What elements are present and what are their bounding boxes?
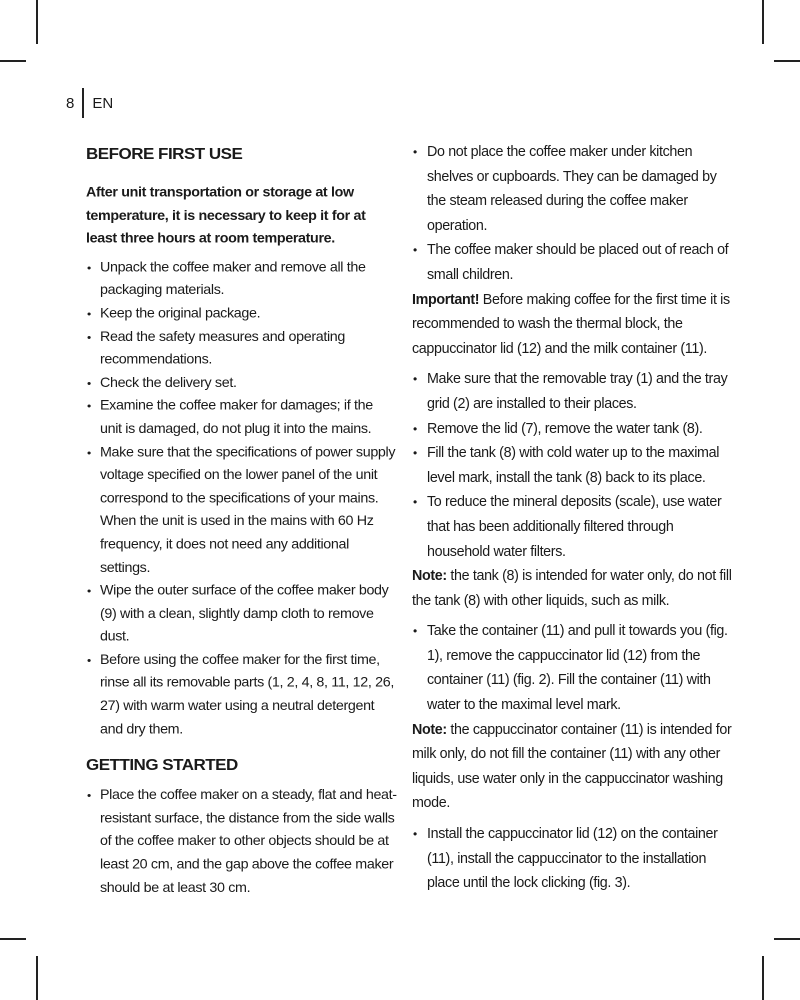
note-label: Note: xyxy=(412,721,447,738)
important-note xyxy=(412,288,738,362)
left-column xyxy=(86,140,398,900)
crop-mark-top-left-h xyxy=(0,60,26,62)
page-number: 8 xyxy=(66,94,75,112)
important-text: Before making coffee for the first time it is recommended to wash the thermal block, the cappuccinator lid (12) and the milk container (11). xyxy=(412,291,730,357)
page-header xyxy=(66,88,113,118)
right-column xyxy=(412,140,738,896)
list-item: • Make sure that the removable tray (1) and the tray grid (2) are installed to their places. xyxy=(412,367,738,416)
list-item: • Read the safety measures and operating recommendations. xyxy=(86,326,398,372)
crop-mark-bottom-left xyxy=(36,956,38,1000)
crop-mark-top-right xyxy=(762,0,764,44)
section-title-before-first-use: BEFORE FIRST USE xyxy=(86,144,243,163)
list-item: • Unpack the coffee maker and remove all the packaging materials. xyxy=(86,256,398,302)
section-title-getting-started: GETTING STARTED xyxy=(86,756,238,775)
note-text: the cappuccinator container (11) is intended for milk only, do not fill the container (11) with any other liquids, use water only in the cappuccinator washing mode. xyxy=(412,721,732,812)
note-text: the tank (8) is intended for water only, do not fill the tank (8) with other liquids, such as milk. xyxy=(412,568,732,609)
before-first-use-list xyxy=(86,256,398,741)
cappuccinator-note xyxy=(412,718,738,816)
tank-note xyxy=(412,564,738,613)
placement-list xyxy=(412,140,738,288)
list-item: • To reduce the mineral deposits (scale), use water that has been additionally filtered through household water filters. xyxy=(412,490,738,564)
crop-mark-bottom-left-h xyxy=(0,938,26,940)
preparation-list xyxy=(412,367,738,564)
crop-mark-top-left xyxy=(36,0,38,44)
list-item: • Fill the tank (8) with cold water up to the maximal level mark, install the tank (8) back to its place. xyxy=(412,441,738,490)
list-item: • Make sure that the specifications of power supply voltage specified on the lower panel of the unit correspond to the specifications of your mains. When the unit is used in the mains with 60 Hz frequency, it does not need any additional settings. xyxy=(86,441,398,580)
container-list xyxy=(412,619,738,717)
crop-mark-bottom-right-h xyxy=(774,938,800,940)
note-label: Note: xyxy=(412,568,447,585)
list-item: • Take the container (11) and pull it towards you (fig. 1), remove the cappuccinator lid (12) from the container (11) (fig. 2). Fill the container (11) with water to the maximal level mark. xyxy=(412,619,738,717)
crop-mark-top-right-h xyxy=(774,60,800,62)
list-item: • Place the coffee maker on a steady, flat and heat-resistant surface, the distance from the side walls of the coffee maker to other objects should be at least 20 cm, and the gap above the coffee maker should be at least 30 cm. xyxy=(86,784,398,899)
list-item: • Wipe the outer surface of the coffee maker body (9) with a clean, slightly damp cloth to remove dust. xyxy=(86,580,398,649)
crop-mark-bottom-right xyxy=(762,956,764,1000)
list-item: • Check the delivery set. xyxy=(86,372,398,395)
install-list xyxy=(412,822,738,896)
list-item: • Remove the lid (7), remove the water tank (8). xyxy=(412,417,738,442)
list-item: • Install the cappuccinator lid (12) on the container (11), install the cappuccinator to the installation place until the lock clicking (fig. 3). xyxy=(412,822,738,896)
list-item: • Before using the coffee maker for the first time, rinse all its removable parts (1, 2, 4, 8, 11, 12, 26, 27) with warm water using a neutral detergent and dry them. xyxy=(86,649,398,741)
list-item: • Examine the coffee maker for damages; if the unit is damaged, do not plug it into the mains. xyxy=(86,395,398,441)
list-item: • Keep the original package. xyxy=(86,302,398,325)
list-item: • The coffee maker should be placed out of reach of small children. xyxy=(412,238,738,287)
list-item: • Do not place the coffee maker under kitchen shelves or cupboards. They can be damaged by the steam released during the coffee maker operation. xyxy=(412,140,738,238)
getting-started-list xyxy=(86,784,398,899)
language-code: EN xyxy=(92,94,114,112)
important-label: Important! xyxy=(412,291,480,308)
transport-warning: After unit transportation or storage at low temperature, it is necessary to keep it for at least three hours at room temperature. xyxy=(86,185,366,247)
